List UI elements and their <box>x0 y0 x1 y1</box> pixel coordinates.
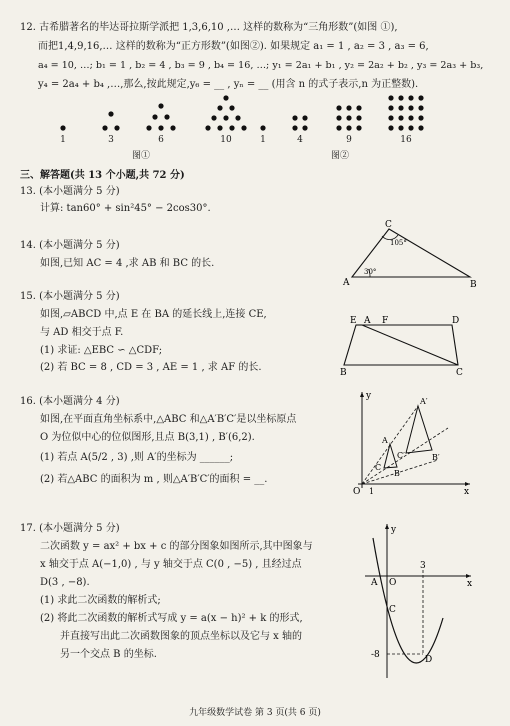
q13-heading: 13. (本小题满分 5 分) <box>20 186 120 197</box>
q14-heading: 14. (本小题满分 5 分) <box>20 240 120 251</box>
q16-axis-y: y <box>366 391 372 401</box>
q16-label-C-prime: C′ <box>397 451 405 460</box>
q16-axis-x: x <box>464 487 470 497</box>
q17-tick-neg8: -8 <box>371 650 380 660</box>
q15-line-2: 与 AD 相交于点 F. <box>40 327 124 338</box>
q17-label-C: C <box>389 605 396 615</box>
q17-parabola-figure <box>357 518 477 683</box>
tri-label-10: 10 <box>220 135 232 145</box>
triangular-numbers-figure <box>45 100 265 140</box>
q12-line-2: 而把1,4,9,16,… 这样的数称为“正方形数”(如图②). 如果规定 a₁ = 1 , a₂ = 3 , a₃ = 6, <box>38 41 429 52</box>
q16-label-C: C <box>375 463 382 472</box>
q17-line-3: D(3 , −8). <box>40 577 90 588</box>
q17-label-D: D <box>425 655 433 665</box>
tri-label-1: 1 <box>60 135 66 145</box>
sq-label-9: 9 <box>346 135 352 145</box>
q15-parallelogram-figure <box>340 316 470 376</box>
q16-label-B-prime: B′ <box>432 453 440 462</box>
q15-label-A: A <box>364 316 371 326</box>
q14-body: 如图,已知 AC = 4 ,求 AB 和 BC 的长. <box>40 258 215 269</box>
section-heading: 三、解答题(共 13 个小题,共 72 分) <box>20 170 185 181</box>
sq-label-1: 1 <box>260 135 266 145</box>
q16-label-A: A <box>382 436 388 445</box>
q14-label-A: A <box>343 278 350 288</box>
q17-line-5: (2) 将此二次函数的解析式写成 y = a(x − h)² + k 的形式, <box>40 613 303 624</box>
q17-axis-x: x <box>467 579 473 589</box>
q16-line-1: 如图,在平面直角坐标系中,△ABC 和△A′B′C′是以坐标原点 <box>40 414 297 425</box>
sq-label-4: 4 <box>297 135 303 145</box>
q14-label-B: B <box>470 280 477 290</box>
q17-label-A: A <box>371 578 378 588</box>
q16-heading: 16. (本小题满分 4 分) <box>20 396 120 407</box>
q15-heading: 15. (本小题满分 5 分) <box>20 291 120 302</box>
q17-line-4: (1) 求此二次函数的解析式; <box>40 595 161 606</box>
q15-line-4: (2) 若 BC = 8 , CD = 3 , AE = 1 , 求 AF 的长. <box>40 362 262 373</box>
tri-label-3: 3 <box>108 135 114 145</box>
q16-line-2: O 为位似中心的位似图形,且点 B(3,1) , B′(6,2). <box>40 432 255 443</box>
q15-label-F: F <box>382 316 389 326</box>
q15-line-1: 如图,▱ABCD 中,点 E 在 BA 的延长线上,连接 CE, <box>40 309 267 320</box>
figure-1-caption: 图① <box>132 151 151 161</box>
q15-line-3: (1) 求证: △EBC ∽ △CDF; <box>40 345 163 356</box>
q16-origin: O <box>353 487 361 497</box>
q16-line-4: (2) 若△ABC 的面积为 m , 则△A′B′C′的面积 = __. <box>40 474 268 485</box>
q17-line-2: x 轴交于点 A(−1,0) , 与 y 轴交于点 C(0 , −5) , 且经过点 <box>40 559 302 570</box>
q17-line-6: 并直接写出此二次函数图象的顶点坐标以及它与 x 轴的 <box>60 631 302 642</box>
q15-label-D: D <box>452 316 460 326</box>
q15-label-B: B <box>340 368 347 378</box>
q17-axis-y: y <box>391 525 397 535</box>
q16-label-A-prime: A′ <box>420 397 428 406</box>
page-footer: 九年级数学试卷 第 3 页(共 6 页) <box>189 708 321 718</box>
tri-label-6: 6 <box>158 135 164 145</box>
q17-label-O: O <box>389 578 397 588</box>
q14-label-C: C <box>385 220 392 230</box>
q17-heading: 17. (本小题满分 5 分) <box>20 523 120 534</box>
q12-line-4: y₄ = 2a₄ + b₄ ,…,那么,按此规定,y₆ = __ , yₙ = __ (用含 n 的式子表示,n 为正整数). <box>38 79 419 90</box>
q17-tick-3: 3 <box>420 561 426 571</box>
figure-2-caption: 图② <box>331 151 350 161</box>
q17-line-7: 另一个交点 B 的坐标. <box>60 649 157 660</box>
q12-line-3: a₄ = 10, …; b₁ = 1 , b₂ = 4 , b₃ = 9 , b₄ = 16, …; y₁ = 2a₁ + b₁ , y₂ = 2a₂ + b₂ , y₃ = 2a₃ + b₃, <box>38 60 484 71</box>
q13-body: 计算: tan60° + sin²45° − 2cos30°. <box>40 203 211 214</box>
q14-angle-C: 105° <box>390 239 407 247</box>
q17-line-1: 二次函数 y = ax² + bx + c 的部分图象如图所示,其中图象与 <box>40 541 313 552</box>
sq-label-16: 16 <box>400 135 412 145</box>
q15-label-E: E <box>350 316 357 326</box>
q15-label-C: C <box>456 368 463 378</box>
q16-tick-1: 1 <box>369 487 375 496</box>
q16-coordinate-figure <box>350 388 475 503</box>
q14-angle-A: 30° <box>364 268 377 276</box>
q12-line-1: 12. 古希腊著名的毕达哥拉斯学派把 1,3,6,10 ,… 这样的数称为“三角形数”(如图 ①), <box>20 22 398 33</box>
q14-triangle-figure <box>342 222 482 292</box>
square-numbers-figure <box>255 100 455 140</box>
q16-label-B: B <box>394 469 400 478</box>
q16-line-3: (1) 若点 A(5/2 , 3) ,则 A′的坐标为 ______; <box>40 452 234 463</box>
